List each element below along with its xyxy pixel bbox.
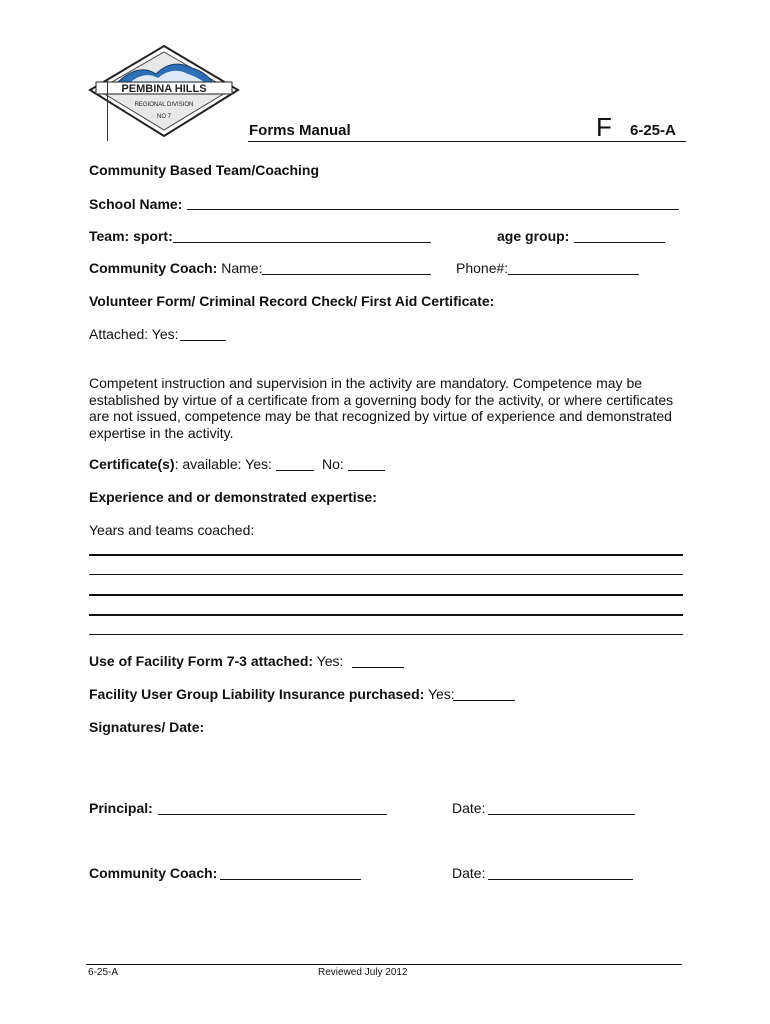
experience-line-5[interactable] — [89, 634, 683, 635]
community-coach-label: Community Coach: — [89, 260, 218, 276]
phone-field[interactable] — [508, 274, 639, 275]
coach-name-label: Name: — [221, 260, 263, 276]
footer-reviewed: Reviewed July 2012 — [318, 967, 408, 978]
facility-form-label: Use of Facility Form 7-3 attached: — [89, 653, 314, 669]
school-name-field[interactable] — [187, 209, 679, 210]
competence-line-3: are not issued, competence may be that recognized by virtue of experience and demonstrated — [89, 408, 672, 424]
experience-line-1[interactable] — [89, 554, 683, 556]
experience-line-2[interactable] — [89, 574, 683, 575]
insurance-yes-field[interactable] — [453, 700, 515, 701]
header-left-rule — [107, 80, 108, 141]
team-sport-field[interactable] — [173, 242, 431, 243]
certificates-available-label: : available: Yes: — [174, 456, 272, 472]
experience-line-3[interactable] — [89, 594, 683, 596]
competence-paragraph — [89, 375, 673, 441]
age-group-label: age group: — [497, 228, 570, 244]
competence-line-2: established by virtue of a certificate from a governing body for the activity, or where certificates — [89, 391, 674, 408]
pembina-hills-logo — [88, 44, 240, 140]
form-heading: Community Based Team/Coaching — [89, 162, 320, 178]
principal-signature-field[interactable] — [158, 814, 387, 815]
footer-rule — [86, 964, 682, 965]
signatures-heading: Signatures/ Date: — [89, 719, 205, 735]
coach-date-field[interactable] — [488, 879, 633, 880]
coach-signature-field[interactable] — [220, 879, 361, 880]
experience-line-4[interactable] — [89, 614, 683, 616]
footer-form-number: 6-25-A — [88, 967, 119, 978]
insurance-yes-label: Yes: — [427, 686, 455, 702]
coach-signature-label: Community Coach: — [89, 865, 218, 881]
principal-label: Principal: — [89, 800, 153, 816]
form-letter: F — [596, 112, 612, 142]
certificates-label: Certificate(s) — [89, 456, 175, 472]
competence-line-4: expertise in the activity. — [89, 424, 234, 441]
manual-title: Forms Manual — [249, 122, 351, 139]
competence-line-1: Competent instruction and supervision in the activity are mandatory. Competence may be — [89, 375, 643, 391]
coach-date-label: Date: — [452, 865, 486, 881]
insurance-label: Facility User Group Liability Insurance purchased: — [89, 686, 425, 702]
school-name-label: School Name: — [89, 196, 183, 212]
principal-date-field[interactable] — [488, 814, 635, 815]
age-group-field[interactable] — [574, 242, 665, 243]
logo-number: NO 7 — [156, 114, 172, 120]
principal-date-label: Date: — [452, 800, 486, 816]
attached-label: Attached: Yes: — [89, 326, 179, 342]
coach-name-field[interactable] — [262, 274, 431, 275]
facility-form-yes-field[interactable] — [352, 667, 404, 668]
attached-yes-field[interactable] — [180, 340, 226, 341]
certificates-yes-field[interactable] — [276, 470, 314, 471]
facility-form-yes-label: Yes: — [316, 653, 344, 669]
volunteer-heading: Volunteer Form/ Criminal Record Check/ First Aid Certificate: — [89, 293, 495, 309]
experience-heading: Experience and or demonstrated expertise: — [89, 489, 377, 505]
logo-subtitle: REGIONAL DIVISION — [134, 102, 194, 108]
years-teams-label: Years and teams coached: — [89, 522, 255, 538]
form-number: 6-25-A — [630, 122, 676, 139]
phone-label: Phone#: — [456, 260, 509, 276]
logo-title: PEMBINA HILLS — [121, 83, 207, 95]
header-rule — [248, 141, 686, 142]
team-sport-label: Team: sport: — [89, 228, 173, 244]
certificates-no-field[interactable] — [348, 470, 385, 471]
certificates-no-label: No: — [322, 456, 344, 472]
